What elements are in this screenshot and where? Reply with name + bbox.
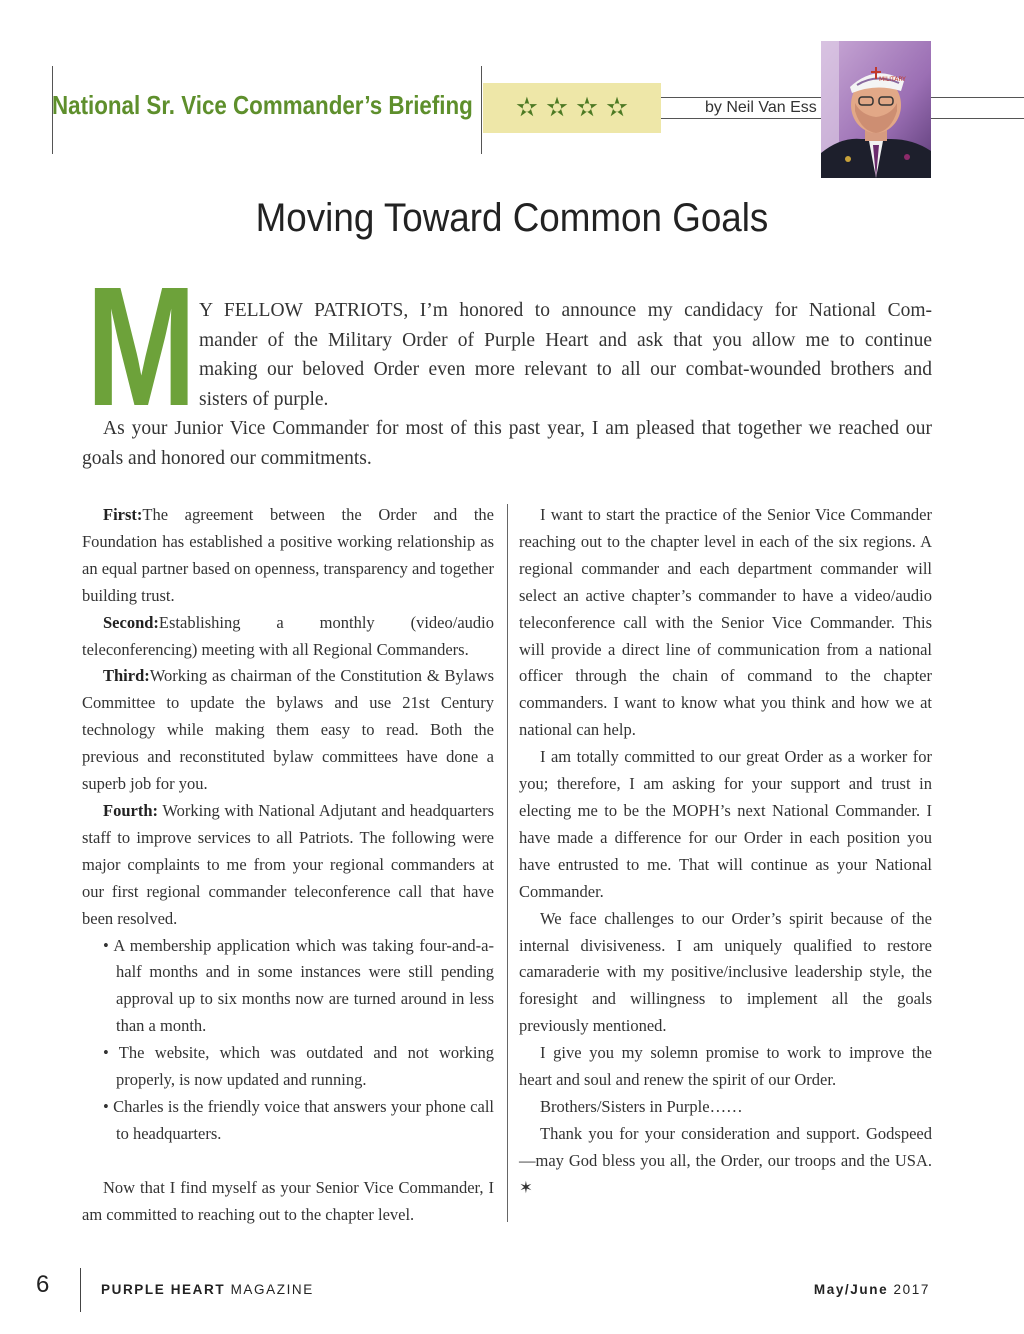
- left-column: [82, 502, 494, 1228]
- star-icons: ✫ ✫ ✫ ✫: [516, 93, 628, 123]
- paragraph: I want to start the practice of the Senior Vice Commander reaching out to the chapter level in each of the six regions. A regional commander and each department commander will select an active chapter’s commander to have a video/audio teleconference call with the Senior Vice Commander. This will provide a direct line of communication from a national officer through the chain of command to the chapter commanders. I want to know what you think and how we at national can help.: [519, 505, 932, 740]
- paragraph: Brothers/Sisters in Purple……: [540, 1096, 743, 1116]
- footer-rule: [80, 1268, 81, 1312]
- paragraph-closing: Now that I find myself as your Senior Vice Commander, I am committed to reaching out to the chapter level.: [82, 1177, 494, 1224]
- section-title: National Sr. Vice Commander’s Briefing: [52, 90, 473, 120]
- bullet-item: • A membership application which was taking four-and-a-half months and in some instances were still pending approval up to six months now are turned around in less than a month.: [103, 935, 494, 1036]
- column-divider: [507, 504, 508, 1222]
- intro-line: Y FELLOW PATRIOTS, I’m honored to announce my candidacy for National Com-: [199, 300, 932, 321]
- issue-date-bold: May/June: [813, 1282, 889, 1297]
- second-text: Establishing a monthly (video/audio teleconferencing) meeting with all Regional Commanders.: [82, 612, 494, 659]
- header-line-right: [931, 118, 1024, 119]
- author-portrait-photo: [821, 41, 931, 178]
- magazine-name-rest: MAGAZINE: [225, 1282, 314, 1297]
- intro-line: mander of the Military Order of Purple Heart and ask that you allow me to continue: [199, 329, 932, 351]
- intro-line: making our beloved Order even more relevant to all our combat-wounded brothers and: [199, 359, 932, 380]
- drop-cap: M: [86, 252, 197, 442]
- right-column: [519, 502, 932, 1202]
- third-text: Working as chairman of the Constitution & Bylaws Committee to update the bylaws and use 21st Century technology while making them easy to read. Both the previous and reconstituted bylaw committees have done a superb job for you.: [82, 666, 494, 794]
- paragraph: I give you my solemn promise to work to improve the heart and soul and renew the spirit of our Order.: [519, 1043, 932, 1090]
- issue-date-year: 2017: [888, 1282, 930, 1297]
- byline: by Neil Van Ess: [705, 99, 817, 116]
- page-number: 6: [36, 1271, 50, 1298]
- paragraph: We face challenges to our Order’s spirit because of the internal divisiveness. I am uniquely qualified to restore camaraderie with my positive/inclusive leadership style, the foresight and willingness to implement all the goals previously mentioned.: [519, 908, 932, 1036]
- header-line-bottom: [661, 118, 821, 119]
- intro-first-paragraph: [199, 296, 932, 414]
- svg-text:MILITARY: MILITARY: [879, 76, 906, 83]
- bullet-item: • The website, which was outdated and not working properly, is now updated and running.: [103, 1043, 494, 1090]
- intro-second-paragraph: As your Junior Vice Commander for most of this past year, I am pleased that together we reached our goals and honored our commitments.: [82, 418, 932, 469]
- third-label: Third:: [103, 666, 150, 686]
- spacer: [82, 1148, 494, 1175]
- paragraph-second: [82, 610, 494, 664]
- first-label: First:: [103, 505, 143, 524]
- fourth-label: Fourth:: [103, 800, 158, 820]
- paragraph-fourth: [82, 798, 494, 933]
- bullet-item: • Charles is the friendly voice that answers your phone call to headquarters.: [103, 1096, 494, 1143]
- paragraph: Thank you for your consideration and support. Godspeed—may God bless you all, the Order, our troops and the USA. ✶: [519, 1123, 932, 1197]
- second-label: Second:: [103, 612, 159, 632]
- magazine-name-bold: PURPLE HEART: [101, 1282, 226, 1297]
- intro-line: sisters of purple.: [199, 388, 329, 410]
- portrait-photo-icon: [821, 41, 931, 178]
- paragraph-third: [82, 663, 494, 798]
- paragraph-first: [82, 502, 494, 610]
- issue-date: [814, 1282, 930, 1297]
- stars-band: [483, 83, 661, 133]
- article-title: Moving Toward Common Goals: [255, 196, 769, 240]
- first-text: The agreement between the Order and the Foundation has established a positive working relationship as an equal partner based on openness, transparency and together building trust.: [82, 505, 494, 605]
- header-mid-rule: [481, 66, 482, 154]
- fourth-text: Working with National Adjutant and headquarters staff to improve services to all Patriots. The following were major complaints to me from your regional commanders at our first regional commander teleconference call that have been resolved.: [82, 800, 494, 928]
- paragraph: I am totally committed to our great Order as a worker for you; therefore, I am asking for your support and trust in electing me to be the MOPH’s next National Commander. I have made a difference for our Order in each position you have entrusted to me. That will continue as your National Commander.: [519, 747, 932, 901]
- magazine-name: [101, 1282, 314, 1297]
